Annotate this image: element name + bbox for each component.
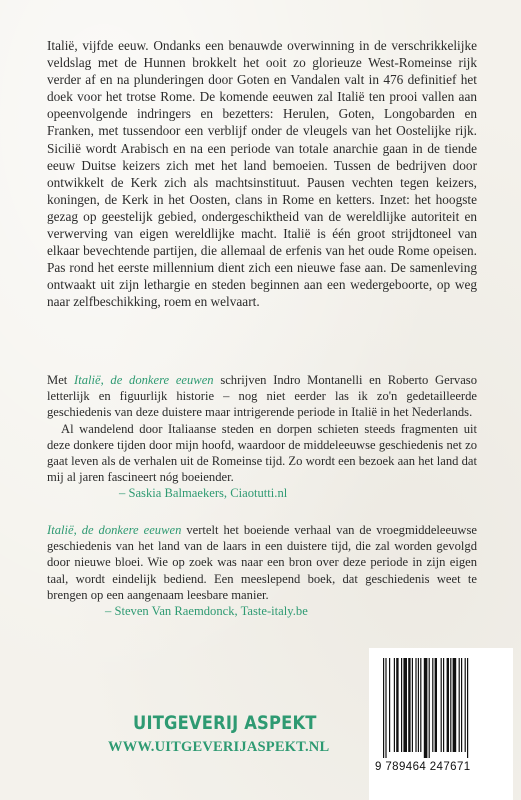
barcode-icon [383, 658, 499, 758]
barcode-bar [467, 658, 468, 758]
barcode-bar [385, 658, 386, 758]
barcode-bar [396, 658, 398, 752]
barcode-bar [420, 658, 421, 752]
review-saskia [47, 372, 477, 502]
publisher-logo: UITGEVERIJ ASPEKT [133, 712, 317, 734]
review-1-paragraph-2: Al wandelend door Italiaanse steden en dorpen schieten steeds fragmenten uit deze donkere tijden door mijn hoofd, waardoor de middeleeuwse geschiedenis net zo gaat leven als de verhalen uit de Romeinse tijd. Zo wordt een bezoek aan het land dat mij al jaren fascineert nóg boeiender. [47, 421, 477, 485]
book-title-italic: Italië, de donkere eeuwen [47, 523, 182, 537]
publisher-website: WWW.UITGEVERIJASPEKT.NL [108, 739, 330, 755]
barcode-bar [408, 658, 410, 752]
barcode-bar [383, 658, 384, 758]
isbn-number: 9 789464 247671 [375, 761, 471, 773]
review-1-paragraph-1 [47, 372, 477, 421]
review-1-lead: Met [47, 373, 74, 387]
barcode-bar [465, 658, 466, 752]
intro-paragraph: Italië, vijfde eeuw. Ondanks een benauwde overwinning in de verschrikkelijke veldslag met de Hunnen brokkelt het ooit zo glorieuze West-Romeinse rijk verder af en na plunderingen door Goten en Vandalen valt in 476 definitief het doek voor het trotse Rome. De komende eeuwen zal Italië ten prooi vallen aan opeenvolgende indringers en bezetters: Herulen, Goten, Longobarden en Franken, met tussendoor een verblijf onder de vleugels van het Oostelijke rijk. Sicilië wordt Arabisch en na een periode van totale anarchie gaan in de tiende eeuw Duitse keizers zich met het land bemoeien. Tussen de bedrijven door ontwikkelt de Kerk zich als machtsinstituut. Pausen vechten tegen keizers, koningen, de Kerk in het Oosten, clans in Rome en ketters. Inzet: het hoogste gezag op geestelijk gebied, ondergeschiktheid van de wereldlijke autoriteit en verwerving van eigen wereldlijke macht. Italië is één groot strijdtoneel van elkaar bevechtende partijen, die allemaal de erfenis van het oude Rome opeisen. Pas rond het eerste millennium dient zich een nieuwe fase aan. De samenleving ontwaakt uit zijn lethargie en steden beginnen aan een wedergeboorte, op weg naar zelfbeschikking, roem en welvaart. [47, 38, 477, 310]
barcode-bar [389, 658, 390, 752]
review-2-paragraph [47, 522, 477, 603]
barcode-bar [461, 658, 462, 752]
barcode-bar [459, 658, 460, 752]
barcode-bar [429, 658, 430, 758]
barcode-bar [403, 658, 407, 752]
barcode-bar [415, 658, 416, 752]
barcode-bar [432, 658, 433, 752]
review-steven [47, 522, 477, 619]
barcode-bar [453, 658, 457, 752]
review-1-text: schrijven Indro Montanelli en Roberto Gervaso letterlijk en figuurlijk historie – nog niet eerder las ik zo'n gedetailleerde geschiedenis van deze duistere maar intrigerende periode in Italië in het Nederlands. [47, 373, 477, 420]
barcode-bar [447, 658, 449, 752]
isbn-barcode [369, 648, 513, 800]
intro-text [47, 37, 477, 311]
barcode-bar [435, 658, 437, 752]
review-2-credit: – Steven Van Raemdonck, Taste-italy.be [105, 604, 308, 619]
barcode-bar [450, 658, 451, 752]
barcode-bar [443, 658, 444, 752]
barcode-bar [418, 658, 419, 752]
barcode-bar [412, 658, 413, 752]
book-title-italic: Italië, de donkere eeuwen [74, 373, 214, 387]
barcode-bar [441, 658, 442, 752]
review-2-text: vertelt het boeiende verhaal van de vroegmiddeleeuwse geschiedenis van het land van de laars in een duistere tijd, die zal worden gevolgd door nieuwe bloei. Wie op zoek was naar een bron over deze periode in zijn eigen taal, wordt eindelijk bediend. Een meeslepend boek, dat geschiedenis weet te brengen op een aangenaam leesbare manier. [47, 523, 477, 602]
barcode-bar [401, 658, 402, 752]
barcode-bar [394, 658, 395, 752]
barcode-bar [424, 658, 428, 758]
review-1-credit: – Saskia Balmaekers, Ciaotutti.nl [119, 486, 288, 501]
